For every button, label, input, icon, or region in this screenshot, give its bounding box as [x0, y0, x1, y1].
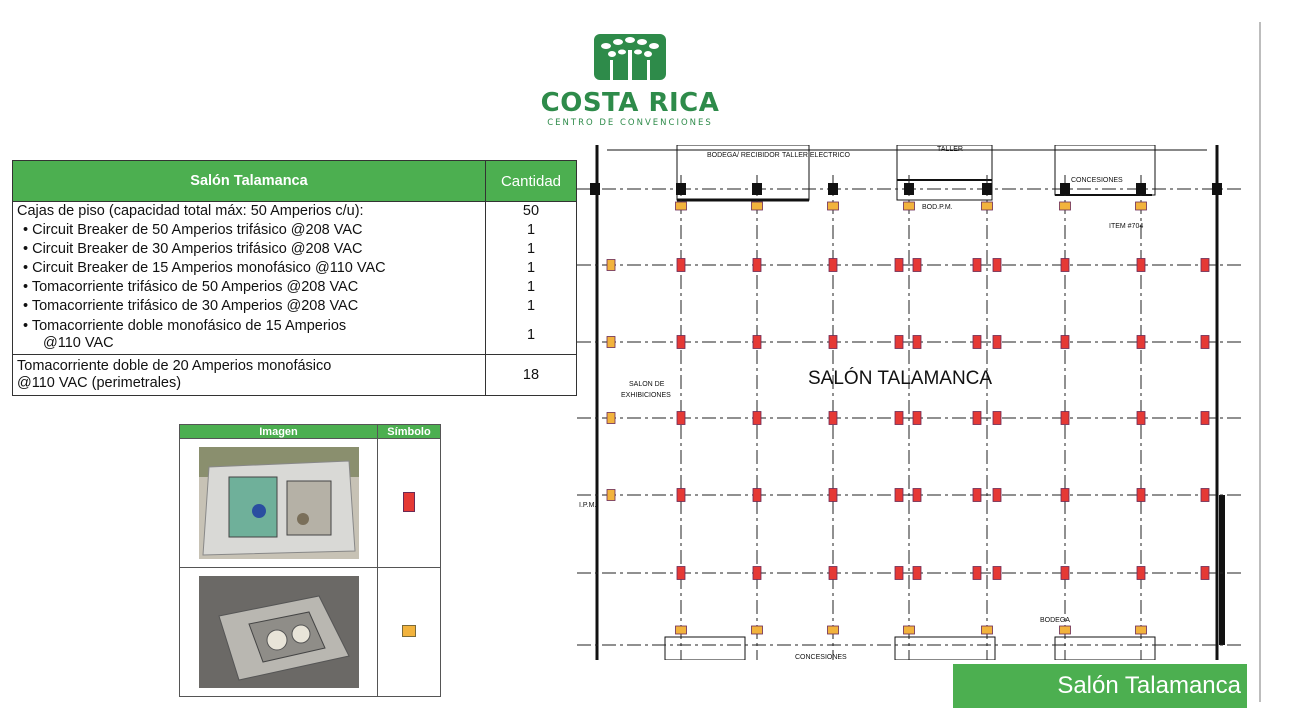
logo-title: COSTA RICA: [540, 88, 720, 118]
table-row: [13, 278, 577, 297]
table-row: [13, 202, 577, 222]
floor-box-symbol: [1137, 489, 1145, 502]
row-label: • Circuit Breaker de 50 Amperios trifásico @208 VAC: [13, 221, 486, 240]
perimeter-outlet-symbol: [1060, 202, 1071, 210]
floor-box-symbol: [973, 567, 981, 580]
floor-box-symbol: [993, 412, 1001, 425]
row-qty: 1: [486, 221, 577, 240]
floor-box-symbol: [1061, 567, 1069, 580]
perimeter-outlet-symbol: [982, 202, 993, 210]
floor-box-symbol: [973, 489, 981, 502]
floor-box-symbol: [1061, 489, 1069, 502]
logo: [530, 26, 730, 136]
yellow-outlet-symbol: [402, 625, 416, 637]
row-label: • Circuit Breaker de 15 Amperios monofásico @110 VAC: [13, 259, 486, 278]
floor-box-symbol: [913, 412, 921, 425]
column-marker: [590, 183, 600, 195]
floor-box-symbol: [895, 567, 903, 580]
spec-table: [12, 160, 577, 396]
column-marker: [1060, 183, 1070, 195]
table-row: [13, 240, 577, 259]
floor-box-symbol: [1061, 412, 1069, 425]
table-row: [13, 297, 577, 316]
floor-box-symbol: [913, 567, 921, 580]
table-row: [180, 568, 441, 697]
floor-box-symbol: [753, 489, 761, 502]
perimeter-outlet-symbol: [752, 202, 763, 210]
floor-box-symbol: [677, 412, 685, 425]
floor-plan: [577, 145, 1242, 660]
row-label: • Tomacorriente trifásico de 30 Amperios @208 VAC: [13, 297, 486, 316]
column-marker: [828, 183, 838, 195]
row-label-line2: @110 VAC: [43, 335, 114, 351]
floor-box-symbol: [677, 336, 685, 349]
floor-box-symbol: [973, 412, 981, 425]
spec-header-row: [13, 161, 577, 202]
floor-box-symbol: [677, 259, 685, 272]
perimeter-outlet-symbol: [904, 626, 915, 634]
perimeter-outlet-symbol: [904, 202, 915, 210]
floor-box-symbol: [895, 412, 903, 425]
label-salon-exhibiciones-1: SALON DE: [629, 381, 665, 388]
room-banner: Salón Talamanca: [953, 664, 1247, 708]
column-marker: [982, 183, 992, 195]
table-row: [13, 316, 577, 355]
column-marker: [1136, 183, 1146, 195]
floor-box-symbol: [973, 259, 981, 272]
row-label-line2: @110 VAC (perimetrales): [17, 375, 182, 391]
floor-box-symbol: [913, 489, 921, 502]
table-row: [13, 259, 577, 278]
column-marker: [1212, 183, 1222, 195]
floor-box-symbol: [829, 489, 837, 502]
row-label: [13, 355, 486, 396]
table-row: [180, 439, 441, 568]
floor-box-symbol: [829, 412, 837, 425]
row-qty: 1: [486, 259, 577, 278]
column-marker: [904, 183, 914, 195]
plan-title: SALÓN TALAMANCA: [808, 368, 993, 389]
label-bodega: BODEGA: [1040, 617, 1070, 624]
row-label: • Circuit Breaker de 30 Amperios trifásico @208 VAC: [13, 240, 486, 259]
floor-box-symbol: [1137, 259, 1145, 272]
floor-box-photo: [199, 447, 359, 559]
row-label: [13, 316, 486, 355]
perimeter-outlet-symbol: [1060, 626, 1071, 634]
table-row: [13, 221, 577, 240]
perimeter-outlet-symbol: [828, 626, 839, 634]
floor-box-symbol: [1201, 489, 1209, 502]
symbol-cell: [378, 568, 441, 697]
row-qty: 1: [486, 240, 577, 259]
floor-box-symbol: [1201, 259, 1209, 272]
floor-box-symbol: [1201, 412, 1209, 425]
perimeter-outlet-symbol: [607, 413, 615, 424]
floor-box-symbol: [895, 259, 903, 272]
perimeter-outlet-symbol: [676, 202, 687, 210]
perimeter-outlet-symbol: [607, 260, 615, 271]
symbol-cell: [378, 439, 441, 568]
image-header: Imagen: [180, 425, 378, 439]
perimeter-outlet-symbol: [752, 626, 763, 634]
floor-box-symbol: [913, 336, 921, 349]
floor-box-symbol: [829, 336, 837, 349]
floor-box-photo-cell: [180, 439, 378, 568]
floor-box-symbol: [993, 567, 1001, 580]
floor-box-symbol: [829, 259, 837, 272]
qty-header: Cantidad: [486, 161, 577, 202]
floor-box-symbol: [1137, 412, 1145, 425]
floor-box-symbol: [1137, 567, 1145, 580]
floor-box-symbol: [677, 567, 685, 580]
row-qty: 50: [486, 202, 577, 222]
label-concesiones: CONCESIONES: [1071, 177, 1123, 184]
floor-box-symbol: [993, 489, 1001, 502]
row-label-line1: Tomacorriente doble de 20 Amperios monofásico: [17, 358, 332, 374]
perimeter-outlet-symbol: [1136, 202, 1147, 210]
floor-box-symbol: [895, 489, 903, 502]
row-label: Cajas de piso (capacidad total máx: 50 Amperios c/u):: [13, 202, 486, 222]
row-label-line1: • Tomacorriente doble monofásico de 15 Amperios: [23, 318, 347, 334]
column-marker: [676, 183, 686, 195]
floor-box-symbol: [753, 412, 761, 425]
symbol-header: Símbolo: [378, 425, 441, 439]
page-edge-rule: [1259, 22, 1261, 702]
spec-header: Salón Talamanca: [13, 161, 486, 202]
floor-plan-drawing: [577, 145, 1242, 660]
floor-box-symbol: [753, 336, 761, 349]
label-pm: I.P.M.: [579, 502, 597, 509]
symbol-header-row: [180, 425, 441, 439]
perimeter-outlet-symbol: [607, 337, 615, 348]
label-taller-electrico: TALLER ELECTRICO: [782, 152, 850, 159]
outlet-photo-cell: [180, 568, 378, 697]
floor-box-symbol: [1061, 336, 1069, 349]
floor-box-symbol: [1137, 336, 1145, 349]
symbol-table: [179, 424, 441, 697]
floor-box-symbol: [1201, 336, 1209, 349]
row-qty: 18: [486, 355, 577, 396]
row-qty: 1: [486, 297, 577, 316]
red-floor-box-symbol: [403, 492, 415, 512]
floor-box-symbol: [829, 567, 837, 580]
floor-box-symbol: [677, 489, 685, 502]
label-bod-pm: BOD.P.M.: [922, 204, 953, 211]
perimeter-outlet-symbol: [982, 626, 993, 634]
perimeter-outlet-symbol: [828, 202, 839, 210]
row-label: • Tomacorriente trifásico de 50 Amperios @208 VAC: [13, 278, 486, 297]
floor-box-symbol: [753, 259, 761, 272]
floor-box-symbol: [895, 336, 903, 349]
tree-logo-icon: [590, 26, 670, 84]
label-concesiones-bottom: CONCESIONES: [795, 654, 847, 660]
label-taller: TALLER: [937, 146, 963, 153]
label-item: ITEM #704: [1109, 223, 1144, 230]
row-qty: 1: [486, 278, 577, 297]
floor-box-symbol: [913, 259, 921, 272]
floor-box-symbol: [993, 259, 1001, 272]
floor-box-symbol: [973, 336, 981, 349]
row-qty: 1: [486, 316, 577, 355]
table-row: [13, 355, 577, 396]
perimeter-outlet-symbol: [1136, 626, 1147, 634]
perimeter-outlet-symbol: [676, 626, 687, 634]
floor-box-symbol: [1061, 259, 1069, 272]
column-marker: [752, 183, 762, 195]
perimeter-outlet-symbol: [607, 490, 615, 501]
floor-box-symbol: [753, 567, 761, 580]
label-salon-exhibiciones-2: EXHIBICIONES: [621, 392, 671, 399]
floor-box-symbol: [1201, 567, 1209, 580]
logo-subtitle: CENTRO DE CONVENCIONES: [547, 118, 713, 128]
floor-box-symbol: [993, 336, 1001, 349]
label-bodega-recibidor: BODEGA/ RECIBIDOR: [707, 152, 780, 159]
outlet-photo: [199, 576, 359, 688]
